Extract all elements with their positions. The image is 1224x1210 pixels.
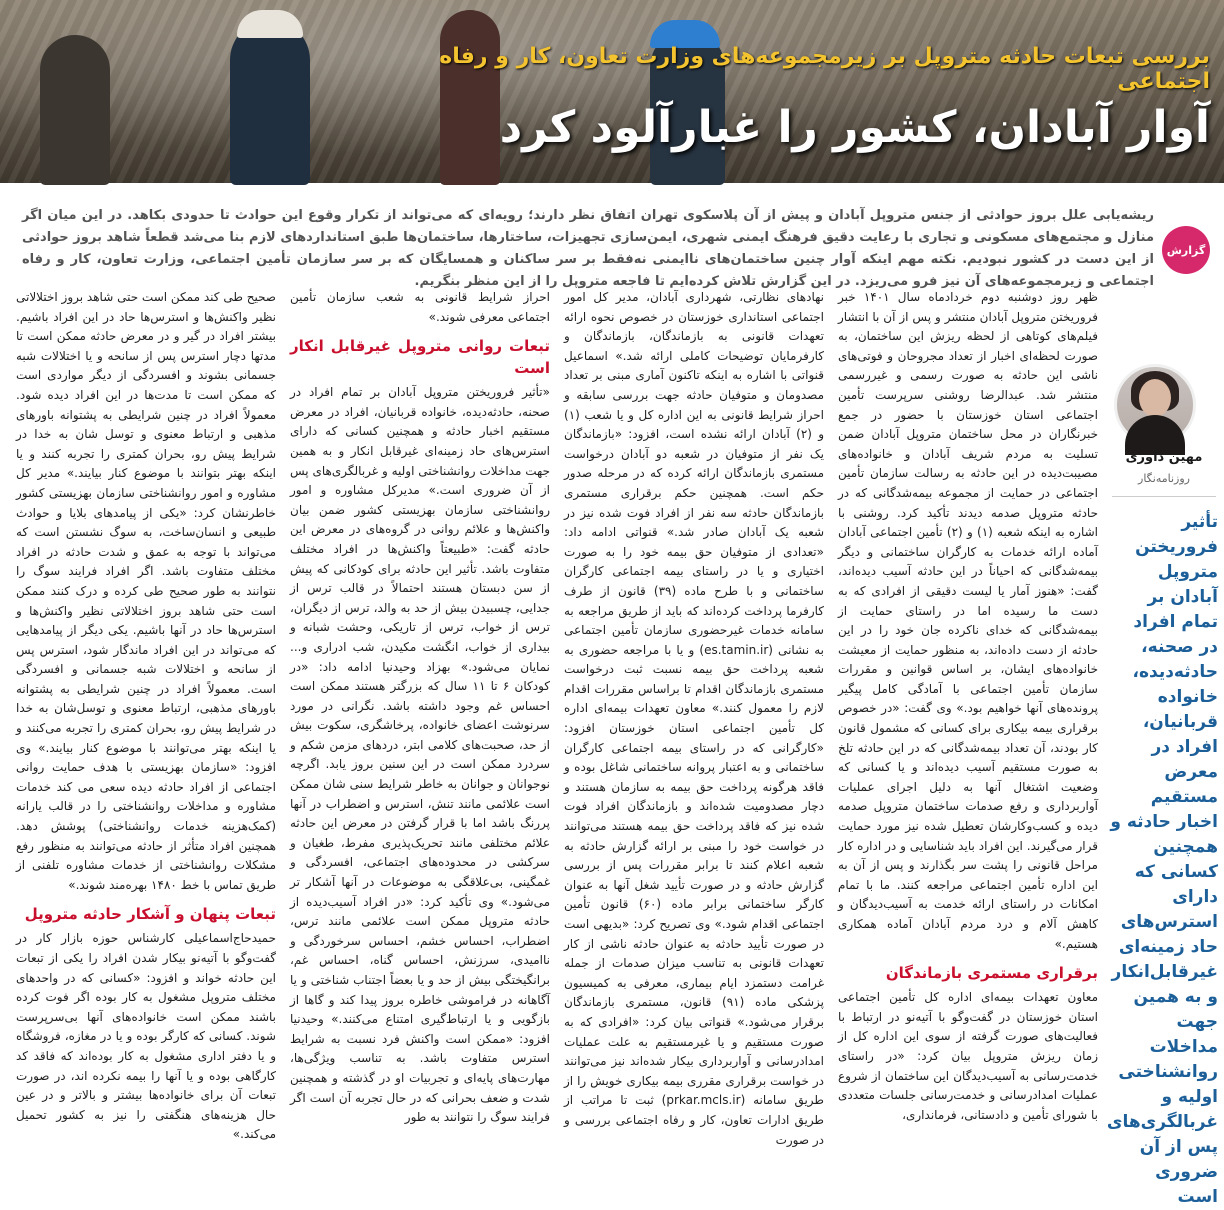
article-column <box>838 288 1098 1122</box>
subheading: تبعات روانی متروپل غیرقابل انکار است <box>290 337 550 378</box>
column-text: حمیدحاج‌اسماعیلی کارشناس حوزه بازار کار در گفت‌وگو با آتیه‌نو بیکار شدن افراد را یکی از تبعات این حادثه خواند و افزود: «کسانی که در واحدهای مختلف متروپل مشغول به کار بوده اگر فوت کرده باشند ممکن است خانواده‌های آنها بی‌سرپرست شوند. کسانی که کارگر بوده و یا در مغازه، فروشگاه و یا دفتر اداری مشغول به کار بوده‌اند که فاقد کد کارگاهی بوده و یا آنها را بیمه نکرده اند، در صورت تبعات آن برای خانواده‌ها بیشتر و بالاتر و در عین حال هزینه‌های هنگفتی را نیز به کشور تحمیل می‌کند.» <box>16 931 276 1142</box>
column-text: «تأثیر فروریختن متروپل آبادان بر تمام افراد در صحنه، حادثه‌دیده، خانواده قربانیان، افراد در معرض مستقیم اخبار حادثه و همچنین کسانی که دارای استرس‌های حاد زمینه‌ای غیرقابل انکار و به همین جهت مداخلات روانشناختی اولیه و غربالگری‌های پس از آن ضروری است.» مدیرکل مشاوره و امور روانشناختی سازمان بهزیستی کشور ضمن بیان واکنش‌ها و علائم روانی در گروه‌های در معرض این حادثه گفت: «طبیعتاً واکنش‌ها در افراد مختلف متفاوت باشد. تأثیر این حادثه برای کودکانی که پیش از سن دبستان هستند احتمالاً در قالب ترس از جدایی، چسبیدن بیش از حد به والد، ترس از دیگران، ترس از خواب، ترس از تاریکی، وحشت شبانه و بیداری از خواب، انگشت مکیدن، شب ادراری و... نمایان می‌شود.» بهزاد وحیدنیا ادامه داد: «در کودکان ۶ تا ۱۱ سال که بزرگتر هستند ممکن است احساس غم وجود داشته باشد. نگرانی در مورد سرنوشت اعضای خانواده، پرخاشگری، سکوت بیش از حد، صحبت‌های کلامی ابتر، دردهای مزمن شکم و سردرد ممکن است در این سنین بروز یابد. اگرچه نوجوانان و جوانان به خاطر شرایط سنی شان ممکن است علائمی مانند تنش، استرس و اضطراب در آنها پررنگ باشد اما با قرار گرفتن در معرض این حادثه علائم مختلفی مانند تحریک‌پذیری مفرط، طغیان و سرکشی در محدوده‌های اجتماعی، افسردگی و غمگینی، بی‌علاقگی به موضوعات در آنها آشکار تر می‌شود.» وی تأکید کرد: «در افراد آسیب‌دیده از حادثه متروپل ممکن است علائمی مانند ترس، اضطراب، احساس خشم، احساس سرخوردگی و ناامیدی، سرزنش، احساس گناه، احساس غم، برانگیختگی بیش از حد و یا بعضاً اجتناب شناختی و یا آگاهانه در فراموشی خاطره بروز پیدا کند و گاها از بازگویی و یا ارتباط‌گیری امتناع می‌کنند.» وحیدنیا افزود: «ممکن است واکنش فرد نسبت به شرایط استرس متفاوت باشد. به تناسب ویژگی‌ها، مهارت‌های پایه‌ای و تجربیات او در گذشته و همچنین شدت و ضعف بحرانی که در حال تجربه آن است اگر فرایند سوگ را نتوانند به طور <box>290 385 550 1125</box>
column-text: نهادهای نظارتی، شهرداری آبادان، مدیر کل امور اجتماعی استانداری خوزستان در خصوص نحوه ارائه تعهدات قانونی به بازماندگان، بازماندگان و کارفرمایان توضیحات کاملی ارائه شد.» اسماعیل قنواتی با اشاره به اینکه تاکنون آماری مبنی بر تعداد مصدومان و متوفیان حادثه جهت بررسی سابقه و احراز شرایط قانونی به این اداره کل و یا شعب (۱) و (۲) آبادان ارائه نشده است، افزود: «بازماندگان یک نفر از متوفیان در شعبه دو آبادان درخواست مستمری بازماندگان ارائه کرده که در مرحله صدور حکم است. همچنین حکم برقراری مستمری بازماندگان حادثه سه نفر از افراد فوت شده نیز در شعبه یک آبادان صادر شد.» قنواتی ادامه داد: «تعدادی از متوفیان حق بیمه خود را به صورت اختیاری و یا در راستای بیمه اجتماعی کارگران ساختمانی و با طرح ماده (۳۹) قانون از طرف کارفرما پرداخت کرده‌اند که باید از طریق مراجعه به سامانه خدمات غیرحضوری سازمان تأمین اجتماعی به نشانی (es.tamin.ir) و یا با مراجعه حضوری به شعبه پرداخت حق بیمه نسبت ثبت درخواست مستمری بازماندگان اقدام تا براساس مقررات اقدام لازم را معمول کنند.» معاون تعهدات بیمه‌ای اداره کل تأمین اجتماعی استان خوزستان افزود: «کارگرانی که در راستای بیمه اجتماعی کارگران ساختمانی و به اعتبار پروانه ساختمانی شاغل بوده و فاقد هرگونه پرداخت حق بیمه به سازمان هستند و دچار مصدومیت شده‌اند و بازماندگان افراد فوت شده نیز که فاقد پرداخت حق بیمه هستند می‌توانند در خواست خود را مبنی بر ارائه گزارش حادثه به شعبه اعلام کنند تا برابر مقررات پس از بررسی گزارش حادثه و در صورت تأیید شغل آنها به عنوان کارگر ساختمانی برابر ماده (۶۰) قانون تأمین اجتماعی اقدام شود.» وی تصریح کرد: «بدیهی است در صورت تأیید حادثه به عنوان حادثه ناشی از کار تعهدات قانونی به تناسب میزان صدمات از جمله غرامت دستمزد ایام بیماری، معرفی به کمیسیون پزشکی ماده (۹۱) قانون، مستمری بازماندگان برقرار می‌شود.» قنواتی بیان کرد: «افرادی که به صورت مستقیم و یا غیرمستقیم به علت عملیات امدادرسانی و آواربرداری بیکار شده‌اند نیز می‌توانند در خواست برقراری مقرری بیمه بیکاری خویش را از طریق سامانه (prkar.mcls.ir) ثبت تا مراتب از طریق ادارات تعاون، کار و رفاه اجتماعی بررسی و در صورت <box>564 290 825 1147</box>
subheading: برقراری مستمری بازماندگان <box>885 964 1098 983</box>
column-text: صحیح طی کند ممکن است حتی شاهد بروز اختلالاتی نظیر واکنش‌ها و استرس‌ها حاد در این افراد باشیم. بیشتر افراد در گیر و در معرض حادثه ممکن است تا مدتها دچار استرس پس از سانحه و یا اختلالات شبه جسمانی بشوند و افسردگی از دیگر مواردی است که ممکن است تا مدت‌ها در این افراد دیده شود. معمولاً افراد در چنین شرایطی به پشتوانه باورهای مذهبی و ارتباط معنوی و توسل شان به خدا در شرایط پیش رو، بحران کمتری را تجربه کنند و یا اینکه بهتر بتوانند با موضوع کنار بیایند.» مدیر کل مشاوره و امور روانشناختی سازمان بهزیستی کشور خاطرنشان کرد: «یکی از پیامدهای بلایا و حوادث طبیعی و انسان‌ساخت، به سوگ نشستن است که می‌تواند با توجه به عمق و شدت حادثه در افراد مختلف متفاوت باشد. اگر افراد فرایند سوگ را نتوانند به طور صحیح طی کرده و درک کنند ممکن است حتی شاهد بروز اختلالاتی نظیر واکنش‌ها و استرس‌ها حاد در آنها باشیم. یکی دیگر از پیامدهایی که می‌تواند در این افراد ماندگار شود، استرس پس از سانحه و اختلالات شبه جسمانی و افسردگی است. معمولاً افراد در چنین شرایطی به پشتوانه باورهای مذهبی، ارتباط معنوی و توسل‌شان به خدا در شرایط پیش رو، بحران کمتری را تجربه می‌کنند و یا اینکه بهتر می‌توانند با موضوع کنار بیایند.» وی افزود: «سازمان بهزیستی با هدف حمایت روانی اجتماعی از افراد حادثه دیده سعی می کند خدمات مشاوره و مداخلات روانشناختی را در قالب یارانه (کمک‌هزینه خدمات روانشناختی) پوشش دهد. همچنین افراد متأثر از حادثه می‌توانند به منظور رفع مشکلات روانشناختی از خدمات مشاوره تلفنی از طریق تماس با خط ۱۴۸۰ بهره‌مند شوند.» <box>16 290 276 892</box>
kicker: بررسی تبعات حادثه متروپل بر زیرمجموعه‌های وزارت تعاون، کار و رفاه اجتماعی <box>439 44 1210 94</box>
hero-figure <box>230 20 310 185</box>
lead-paragraph: ریشه‌یابی علل بروز حوادثی از جنس متروپل آبادان و پیش از آن پلاسکوی تهران اتفاق نظر دارند؛ رویه‌ای که می‌تواند از تکرار وقوع این حوادث تا حدودی بکاهد. در این میان اگر منازل و مجتمع‌های مسکونی و تجاری با رعایت دقیق فرهنگ ایمنی شهری، ایمن‌سازی تجهیزات، ساختارها، ساختمان‌ها طبق استانداردهای لازم بنا می‌شد قطعاً شاهد بروز حوادثی از این دست در کشور نبودیم. نکته مهم اینکه آوار چنین ساختمان‌های ناایمنی نه‌فقط بر سر ساکنان و همسایگان که بر سر سازمان تأمین اجتماعی، وزارت تعاون، کار و رفاه اجتماعی و زیرمجموعه‌های آن نیز فرو می‌ریزد. در این گزارش تلاش کرده‌ایم تا فاجعه متروپل را از این منظر بنگریم. <box>22 208 1154 289</box>
subheading: تبعات پنهان و آشکار حادثه متروپل <box>24 905 276 924</box>
hero-figure <box>40 35 110 185</box>
hero-photo <box>0 0 1224 183</box>
divider <box>1112 496 1216 497</box>
column-text: احراز شرایط قانونی به شعب سازمان تأمین اجتماعی معرفی شوند.» <box>290 290 550 324</box>
column-text: ظهر روز دوشنبه دوم خردادماه سال ۱۴۰۱ خبر فروریختن متروپل آبادان منتشر و پس از آن با انتشار فیلم‌های کوتاهی از لحظه ریزش این ساختمان، به صورت لحظه‌ای اخبار از تعداد مجروحان و فوتی‌های ناشی این حادثه به صورت رسمی و غیررسمی منتشر شد. عبدالرضا روشنی سرپرست تأمین اجتماعی استان خوزستان با حضور در جمع خبرنگاران در محل ساختمان متروپل آبادان ضمن تسلیت به مردم شریف آبادان و خانواده‌های مصیبت‌دیده در این حادثه به رسالت سازمان تأمین اجتماعی در حمایت از مجموعه بیمه‌شدگانی که در حادثه متروپل صدمه دیدند تأکید کرد. روشنی با اشاره به اینکه شعبه (۱) و (۲) تأمین اجتماعی آبادان آماده ارائه خدمات به کارگران ساختمانی و دیگر بیمه‌شدگانی که احیاناً در این حادثه آسیب دیده‌اند، گفت: «هنوز آمار یا لیست دقیقی از افرادی که به دست ما رسیده اما در راستای حمایت از بیمه‌شدگانی که خدای ناکرده جان خود را در این حادثه از دست داده‌اند، به منظور حمایت از معیشت خانواده‌های ایشان، بر اساس قوانین و مقررات سازمان تأمین اجتماعی با آمادگی کامل پیگیر پرونده‌های آنها خواهیم بود.» وی گفت: «در خصوص برقراری بیمه بیکاری برای کسانی که مشمول قانون کار بودند، آن تعداد بیمه‌شدگانی که در این حادثه تلخ به صورت مستقیم آسیب دیده‌اند و یا کسانی که وضعیت اشتغال آنها به دلیل اجرای عملیات آواربرداری و رفع صدمات ساختمان متروپل صدمه دیده و کسب‌وکارشان تعطیل شده نیز مورد حمایت قرار می‌گیرند. این افراد باید شناسایی و در اداره کار مراحل قانونی را پشت سر بگذارند و پس از آن به این اداره تأمین اجتماعی مراجعه کنند. ما با تمام امکانات در راستای ارائه خدمت به آسیب‌دیدگان و کاهش آلام و درد مردم آبادان آماده همکاری هستیم.» <box>838 290 1098 951</box>
headline-block <box>350 40 1210 152</box>
author-avatar <box>1114 364 1196 446</box>
main-title: آوار آبادان، کشور را غبارآلود کرد <box>499 102 1210 153</box>
hard-hat-white <box>237 10 303 38</box>
article-column <box>16 288 276 1142</box>
author-role: روزنامه‌نگار <box>1138 472 1190 485</box>
pull-quote: تأثیر فروریختن متروپل آبادان بر تمام افراد در صحنه، حادثه‌دیده، خانواده قربانیان، افراد در معرض مستقیم اخبار حادثه و همچنین کسانی که دارای استرس‌های حاد زمینه‌ای غیرقابل‌انکار و به همین جهت مداخلات روانشناختی اولیه و غربالگری‌های پس از آن ضروری است <box>1106 512 1218 1207</box>
article-column <box>564 288 825 1147</box>
article-column <box>290 288 550 1125</box>
article-columns <box>14 288 1098 1147</box>
report-badge: گزارش <box>1162 226 1210 274</box>
sidebar <box>1104 288 1224 1207</box>
column-text: معاون تعهدات بیمه‌ای اداره کل تأمین اجتماعی استان خوزستان در گفت‌وگو با آتیه‌نو در ارتباط با فعالیت‌های صورت گرفته از سوی این اداره کل از زمان ریزش متروپل بیان کرد: «در راستای خدمت‌رسانی به آسیب‌دیدگان این ساختمان از شروع عملیات امدادرسانی و خدمت‌رسانی جلسات متعددی با شورای تأمین و دادستانی، فرمانداری، <box>838 990 1098 1122</box>
author-name: مهین داوری <box>1125 450 1203 465</box>
